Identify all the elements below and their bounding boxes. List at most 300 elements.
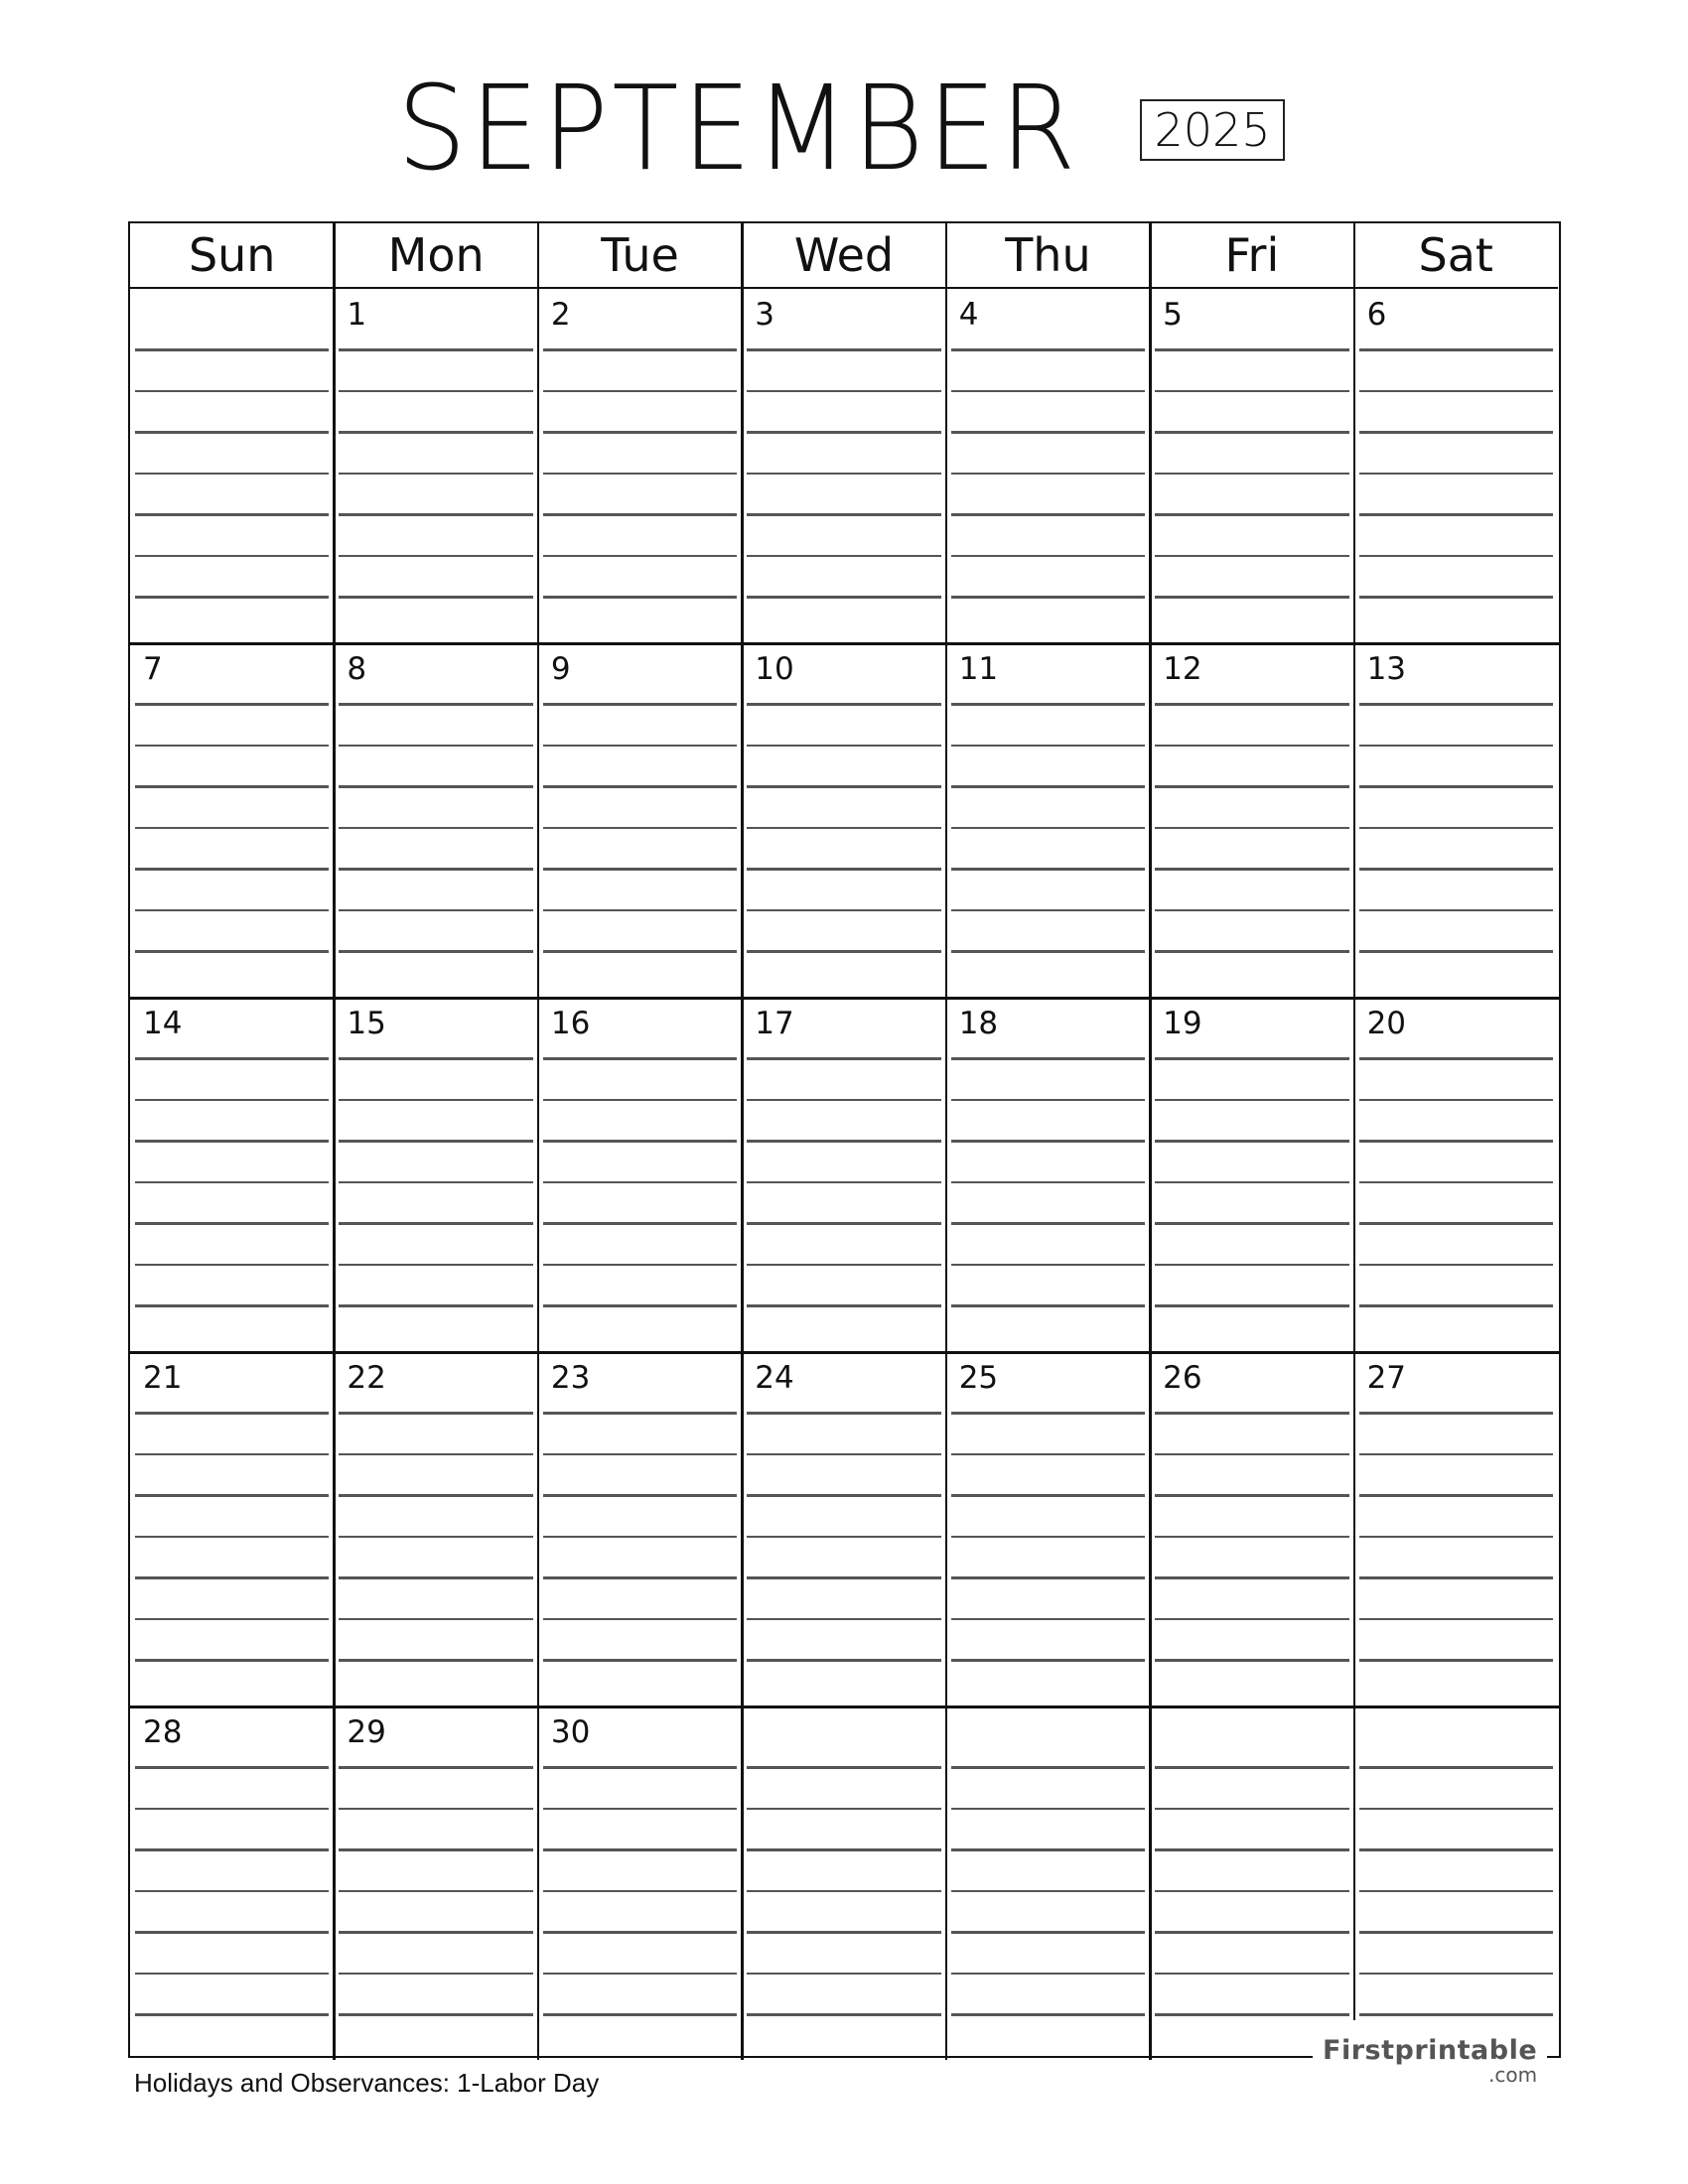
note-line[interactable] [339,431,532,434]
note-line[interactable] [543,909,737,912]
note-line[interactable] [543,1890,737,1893]
note-line[interactable] [135,1412,329,1415]
note-line[interactable] [1359,2013,1553,2016]
note-line[interactable] [747,1222,940,1225]
empty-day-cell[interactable] [1150,1706,1353,2061]
day-number: 18 [958,1006,999,1041]
note-line[interactable] [339,1494,532,1497]
note-line[interactable] [747,1140,940,1143]
note-line[interactable] [135,555,329,558]
note-line[interactable] [543,1973,737,1976]
note-line[interactable] [1155,827,1348,830]
note-line[interactable] [951,596,1145,599]
note-line[interactable] [951,703,1145,706]
note-line[interactable] [951,348,1145,351]
note-line[interactable] [339,513,532,516]
note-line[interactable] [1359,348,1553,351]
note-line[interactable] [1155,703,1348,706]
note-line[interactable] [1359,1536,1553,1539]
day-cell-2[interactable] [538,289,742,643]
note-line[interactable] [1155,390,1348,393]
note-line[interactable] [747,1931,940,1934]
note-line[interactable] [1155,1181,1348,1184]
calendar-title [0,62,1688,201]
note-line[interactable] [339,1181,532,1184]
note-line[interactable] [951,1453,1145,1456]
note-line[interactable] [747,1181,940,1184]
note-line[interactable] [339,1766,532,1769]
note-line[interactable] [135,513,329,516]
note-line[interactable] [135,827,329,830]
note-line[interactable] [135,1931,329,1934]
note-line[interactable] [1155,745,1348,748]
note-line[interactable] [951,868,1145,871]
note-line[interactable] [747,1973,940,1976]
note-line[interactable] [951,1264,1145,1267]
note-line[interactable] [1359,1057,1553,1060]
note-line[interactable] [1155,1453,1348,1456]
note-line[interactable] [1155,473,1348,476]
note-line[interactable] [747,473,940,476]
note-line[interactable] [543,785,737,788]
note-line[interactable] [1155,1973,1348,1976]
note-line[interactable] [1155,868,1348,871]
note-line[interactable] [747,1099,940,1102]
note-line[interactable] [747,555,940,558]
day-number: 13 [1366,651,1407,687]
note-line[interactable] [951,827,1145,830]
empty-day-cell[interactable] [742,1706,945,2061]
note-line[interactable] [135,1494,329,1497]
note-line[interactable] [951,431,1145,434]
note-line[interactable] [951,1099,1145,1102]
note-line[interactable] [135,1618,329,1621]
empty-day-cell[interactable] [130,289,334,643]
note-line[interactable] [951,513,1145,516]
note-line[interactable] [1155,1222,1348,1225]
note-line[interactable] [543,1412,737,1415]
note-line[interactable] [543,703,737,706]
day-number: 23 [550,1360,591,1396]
note-line[interactable] [951,1576,1145,1579]
note-line[interactable] [1155,2013,1348,2016]
note-line[interactable] [1359,827,1553,830]
note-line[interactable] [339,745,532,748]
note-line[interactable] [135,703,329,706]
note-line[interactable] [747,431,940,434]
note-line[interactable] [1359,1848,1553,1851]
note-line[interactable] [543,1931,737,1934]
note-line[interactable] [747,2013,940,2016]
note-line[interactable] [1359,431,1553,434]
day-cell-27[interactable] [1354,1352,1558,1706]
day-cell-24[interactable] [742,1352,945,1706]
note-line[interactable] [1359,1973,1553,1976]
note-line[interactable] [135,1659,329,1662]
day-cell-26[interactable] [1150,1352,1353,1706]
note-line[interactable] [135,1808,329,1811]
note-line[interactable] [1155,1808,1348,1811]
note-line[interactable] [747,745,940,748]
note-line[interactable] [339,1099,532,1102]
note-line[interactable] [1359,555,1553,558]
note-line[interactable] [1359,390,1553,393]
empty-day-cell[interactable] [1354,1706,1558,2061]
day-cell-9[interactable] [538,643,742,998]
note-line[interactable] [1359,1618,1553,1621]
note-line[interactable] [1359,1494,1553,1497]
note-line[interactable] [747,1848,940,1851]
weekday-header-sun: Sun [130,223,334,289]
day-cell-13[interactable] [1354,643,1558,998]
note-line[interactable] [1155,1494,1348,1497]
day-cell-22[interactable] [334,1352,537,1706]
note-line[interactable] [1155,1766,1348,1769]
note-line[interactable] [951,1536,1145,1539]
note-line[interactable] [1359,1140,1553,1143]
note-line[interactable] [339,1264,532,1267]
note-line[interactable] [951,473,1145,476]
note-line[interactable] [1155,1264,1348,1267]
note-line[interactable] [951,1973,1145,1976]
note-line[interactable] [951,950,1145,953]
note-line[interactable] [1359,703,1553,706]
calendar-grid [128,221,1561,2058]
note-line[interactable] [543,745,737,748]
day-cell-23[interactable] [538,1352,742,1706]
note-line[interactable] [1359,745,1553,748]
day-cell-19[interactable] [1150,998,1353,1352]
note-line[interactable] [543,431,737,434]
note-line[interactable] [951,1659,1145,1662]
note-line[interactable] [339,2013,532,2016]
note-line[interactable] [135,1057,329,1060]
note-line[interactable] [543,1536,737,1539]
note-line[interactable] [747,909,940,912]
note-line[interactable] [1359,596,1553,599]
note-line[interactable] [543,473,737,476]
day-number: 5 [1163,297,1183,333]
note-line[interactable] [747,703,940,706]
note-line[interactable] [747,513,940,516]
day-cell-14[interactable] [130,998,334,1352]
note-line[interactable] [543,348,737,351]
note-line[interactable] [951,745,1145,748]
note-line[interactable] [135,1453,329,1456]
note-line[interactable] [135,1181,329,1184]
brand-suffix: .com [1488,2063,1538,2087]
note-line[interactable] [1155,1931,1348,1934]
note-line[interactable] [747,1453,940,1456]
note-line[interactable] [339,473,532,476]
day-number: 9 [550,651,571,687]
weekday-header-mon: Mon [334,223,537,289]
note-line[interactable] [543,1140,737,1143]
note-line[interactable] [747,868,940,871]
note-line[interactable] [543,1494,737,1497]
note-line[interactable] [1359,1453,1553,1456]
note-line[interactable] [1155,1848,1348,1851]
note-line[interactable] [339,703,532,706]
note-line[interactable] [1359,785,1553,788]
note-line[interactable] [135,868,329,871]
brand-logo [1313,2035,1547,2087]
note-line[interactable] [543,1222,737,1225]
note-line[interactable] [339,1140,532,1143]
note-line[interactable] [543,1099,737,1102]
note-line[interactable] [135,785,329,788]
note-line[interactable] [951,1618,1145,1621]
note-line[interactable] [747,1766,940,1769]
note-line[interactable] [339,909,532,912]
note-line[interactable] [135,596,329,599]
day-number: 15 [347,1006,386,1041]
note-line[interactable] [747,1890,940,1893]
note-line[interactable] [543,1057,737,1060]
note-line[interactable] [339,868,532,871]
note-line[interactable] [543,1264,737,1267]
weekday-header-wed: Wed [742,223,945,289]
note-line[interactable] [543,513,737,516]
note-line[interactable] [543,868,737,871]
day-cell-29[interactable] [334,1706,537,2061]
note-line[interactable] [747,950,940,953]
note-line[interactable] [135,1140,329,1143]
day-cell-25[interactable] [946,1352,1150,1706]
note-line[interactable] [747,1412,940,1415]
note-line[interactable] [747,1659,940,1662]
day-cell-21[interactable] [130,1352,334,1706]
note-line[interactable] [135,1973,329,1976]
note-line[interactable] [1359,513,1553,516]
day-number: 8 [347,651,367,687]
note-line[interactable] [1155,909,1348,912]
note-line[interactable] [135,745,329,748]
note-line[interactable] [339,1808,532,1811]
note-line[interactable] [339,1848,532,1851]
day-number: 17 [755,1006,794,1041]
note-line[interactable] [951,1222,1145,1225]
note-line[interactable] [1359,1576,1553,1579]
note-line[interactable] [339,1659,532,1662]
day-cell-17[interactable] [742,998,945,1352]
note-line[interactable] [1359,950,1553,953]
note-line[interactable] [543,1808,737,1811]
note-line[interactable] [543,2013,737,2016]
note-line[interactable] [543,1766,737,1769]
note-line[interactable] [135,348,329,351]
note-line[interactable] [1155,1140,1348,1143]
note-line[interactable] [135,1222,329,1225]
note-line[interactable] [747,827,940,830]
note-line[interactable] [1359,1931,1553,1934]
day-number: 30 [550,1714,591,1750]
note-line[interactable] [135,2013,329,2016]
day-cell-6[interactable] [1354,289,1558,643]
note-line[interactable] [1155,431,1348,434]
note-line[interactable] [339,1412,532,1415]
note-line[interactable] [1155,1536,1348,1539]
note-line[interactable] [1359,1808,1553,1811]
note-line[interactable] [543,950,737,953]
note-line[interactable] [339,348,532,351]
note-line[interactable] [747,1536,940,1539]
note-line[interactable] [1155,1576,1348,1579]
note-line[interactable] [1155,1890,1348,1893]
note-line[interactable] [339,1890,532,1893]
note-line[interactable] [135,431,329,434]
note-line[interactable] [339,1618,532,1621]
note-line[interactable] [339,596,532,599]
note-line[interactable] [1155,1304,1348,1307]
note-line[interactable] [339,950,532,953]
day-cell-18[interactable] [946,998,1150,1352]
note-line[interactable] [1359,1659,1553,1662]
note-line[interactable] [339,1536,532,1539]
note-line[interactable] [1359,1766,1553,1769]
day-number: 3 [755,297,775,333]
note-line[interactable] [1359,909,1553,912]
note-line[interactable] [339,1973,532,1976]
day-cell-1[interactable] [334,289,537,643]
note-line[interactable] [747,348,940,351]
note-line[interactable] [951,555,1145,558]
note-line[interactable] [1155,1618,1348,1621]
day-cell-10[interactable] [742,643,945,998]
note-line[interactable] [747,1057,940,1060]
note-line[interactable] [339,827,532,830]
day-number: 26 [1163,1360,1202,1396]
note-line[interactable] [339,785,532,788]
day-cell-5[interactable] [1150,289,1353,643]
note-line[interactable] [1359,1181,1553,1184]
note-line[interactable] [951,1808,1145,1811]
note-line[interactable] [1359,1412,1553,1415]
note-line[interactable] [1155,1057,1348,1060]
note-line[interactable] [339,1057,532,1060]
note-line[interactable] [135,390,329,393]
note-line[interactable] [747,596,940,599]
note-line[interactable] [543,1453,737,1456]
note-line[interactable] [339,1453,532,1456]
day-cell-4[interactable] [946,289,1150,643]
day-cell-11[interactable] [946,643,1150,998]
note-line[interactable] [951,1181,1145,1184]
note-line[interactable] [747,785,940,788]
note-line[interactable] [951,1494,1145,1497]
note-line[interactable] [135,473,329,476]
note-line[interactable] [1359,1890,1553,1893]
day-cell-12[interactable] [1150,643,1353,998]
note-line[interactable] [951,1931,1145,1934]
note-line[interactable] [951,390,1145,393]
note-line[interactable] [747,1618,940,1621]
note-line[interactable] [951,2013,1145,2016]
note-line[interactable] [135,1890,329,1893]
note-line[interactable] [1359,1222,1553,1225]
empty-day-cell[interactable] [946,1706,1150,2061]
note-line[interactable] [747,1576,940,1579]
day-cell-16[interactable] [538,998,742,1352]
note-line[interactable] [543,1618,737,1621]
note-line[interactable] [339,1304,532,1307]
note-line[interactable] [951,785,1145,788]
note-line[interactable] [1155,513,1348,516]
note-line[interactable] [543,827,737,830]
day-cell-7[interactable] [130,643,334,998]
note-line[interactable] [1359,1304,1553,1307]
note-line[interactable] [135,1264,329,1267]
day-cell-8[interactable] [334,643,537,998]
note-line[interactable] [747,1264,940,1267]
note-line[interactable] [951,1890,1145,1893]
note-line[interactable] [339,1222,532,1225]
note-line[interactable] [543,1181,737,1184]
note-line[interactable] [135,950,329,953]
note-line[interactable] [1359,473,1553,476]
day-cell-3[interactable] [742,289,945,643]
note-line[interactable] [135,1536,329,1539]
note-line[interactable] [543,1848,737,1851]
note-line[interactable] [135,1848,329,1851]
note-line[interactable] [747,1304,940,1307]
note-line[interactable] [1155,596,1348,599]
note-line[interactable] [543,390,737,393]
note-line[interactable] [339,1931,532,1934]
note-line[interactable] [951,1057,1145,1060]
note-line[interactable] [951,1848,1145,1851]
note-line[interactable] [543,1659,737,1662]
note-line[interactable] [951,1412,1145,1415]
note-line[interactable] [1359,1099,1553,1102]
note-line[interactable] [951,1766,1145,1769]
day-cell-30[interactable] [538,1706,742,2061]
note-line[interactable] [543,1304,737,1307]
note-line[interactable] [135,909,329,912]
note-line[interactable] [951,1304,1145,1307]
day-cell-15[interactable] [334,998,537,1352]
note-line[interactable] [747,1808,940,1811]
note-line[interactable] [1155,1412,1348,1415]
note-line[interactable] [543,596,737,599]
note-line[interactable] [1155,348,1348,351]
note-line[interactable] [951,909,1145,912]
day-number: 25 [958,1360,999,1396]
note-line[interactable] [1155,785,1348,788]
note-line[interactable] [135,1766,329,1769]
note-line[interactable] [1155,1659,1348,1662]
month-title: SEPTEMBER [397,60,1080,197]
note-line[interactable] [1155,950,1348,953]
note-line[interactable] [1359,868,1553,871]
note-line[interactable] [339,555,532,558]
note-line[interactable] [747,390,940,393]
note-line[interactable] [543,555,737,558]
day-cell-20[interactable] [1354,998,1558,1352]
note-line[interactable] [543,1576,737,1579]
note-line[interactable] [339,390,532,393]
note-line[interactable] [747,1494,940,1497]
note-line[interactable] [339,1576,532,1579]
note-line[interactable] [951,1140,1145,1143]
note-line[interactable] [135,1304,329,1307]
note-line[interactable] [1155,1099,1348,1102]
note-line[interactable] [135,1576,329,1579]
note-line[interactable] [1359,1264,1553,1267]
day-cell-28[interactable] [130,1706,334,2061]
note-line[interactable] [135,1099,329,1102]
note-line[interactable] [1155,555,1348,558]
